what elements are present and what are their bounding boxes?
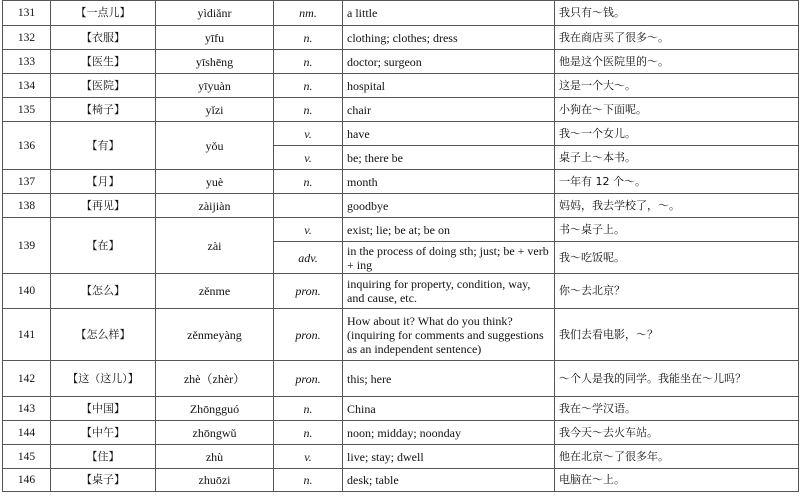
entry-meaning: goodbye [343, 194, 555, 218]
entry-meaning: doctor; surgeon [343, 50, 555, 74]
entry-word: 【一点儿】 [51, 1, 156, 26]
entry-word: 【月】 [51, 170, 156, 194]
entry-meaning: this; here [343, 361, 555, 397]
entry-pinyin: yīshēng [156, 50, 274, 74]
entry-pinyin: zàijiàn [156, 194, 274, 218]
entry-word: 【怎么】 [51, 274, 156, 309]
entry-part-of-speech: pron. [274, 361, 343, 397]
table-row [3, 1, 799, 26]
entry-word: 【医院】 [51, 74, 156, 98]
entry-number: 131 [3, 1, 51, 26]
entry-word: 【椅子】 [51, 98, 156, 122]
entry-pinyin: zěnme [156, 274, 274, 309]
table-row [3, 361, 799, 397]
entry-part-of-speech: n. [274, 98, 343, 122]
entry-part-of-speech: n. [274, 170, 343, 194]
entry-example: 我们去看电影，～？ [555, 309, 799, 361]
entry-meaning: month [343, 170, 555, 194]
entry-example: 我今天～去火车站。 [555, 421, 799, 445]
entry-number: 144 [3, 421, 51, 445]
entry-number: 132 [3, 26, 51, 50]
entry-number: 138 [3, 194, 51, 218]
entry-part-of-speech: n. [274, 469, 343, 492]
entry-number: 139 [3, 218, 51, 274]
table-row [3, 98, 799, 122]
entry-meaning: have [343, 122, 555, 146]
entry-meaning: a little [343, 1, 555, 26]
table-row [3, 194, 799, 218]
entry-meaning: noon; midday; noonday [343, 421, 555, 445]
entry-example: 妈妈，我去学校了，～。 [555, 194, 799, 218]
entry-word: 【再见】 [51, 194, 156, 218]
entry-meaning: hospital [343, 74, 555, 98]
entry-meaning: desk; table [343, 469, 555, 492]
entry-pinyin: yǐzi [156, 98, 274, 122]
entry-word: 【有】 [51, 122, 156, 170]
entry-example: ～个人是我的同学。我能坐在～儿吗？ [555, 361, 799, 397]
entry-word: 【医生】 [51, 50, 156, 74]
entry-number: 145 [3, 445, 51, 469]
entry-number: 143 [3, 397, 51, 421]
entry-pinyin: zěnmeyàng [156, 309, 274, 361]
table-row [3, 445, 799, 469]
entry-part-of-speech: n. [274, 74, 343, 98]
entry-number: 133 [3, 50, 51, 74]
entry-pinyin: yīfu [156, 26, 274, 50]
entry-meaning: inquiring for property, condition, way, and cause, etc. [343, 274, 555, 309]
entry-meaning: live; stay; dwell [343, 445, 555, 469]
table-row [3, 274, 799, 309]
entry-meaning: China [343, 397, 555, 421]
entry-part-of-speech: pron. [274, 274, 343, 309]
entry-part-of-speech: pron. [274, 309, 343, 361]
entry-example: 我只有～钱。 [555, 1, 799, 26]
entry-word: 【这（这儿）】 [51, 361, 156, 397]
entry-part-of-speech: n. [274, 421, 343, 445]
entry-example: 我在～学汉语。 [555, 397, 799, 421]
entry-word: 【中午】 [51, 421, 156, 445]
entry-pinyin: zhè（zhèr） [156, 361, 274, 397]
entry-example: 这是一个大～。 [555, 74, 799, 98]
entry-word: 【怎么样】 [51, 309, 156, 361]
entry-pinyin: Zhōngguó [156, 397, 274, 421]
entry-example: 小狗在～下面呢。 [555, 98, 799, 122]
entry-number: 141 [3, 309, 51, 361]
entry-example: 一年有 12 个～。 [555, 170, 799, 194]
table-row [3, 170, 799, 194]
table-row [3, 74, 799, 98]
table-row [3, 218, 799, 242]
table-row [3, 421, 799, 445]
entry-meaning: clothing; clothes; dress [343, 26, 555, 50]
entry-part-of-speech: n. [274, 50, 343, 74]
entry-example: 电脑在～上。 [555, 469, 799, 492]
entry-example: 我～一个女儿。 [555, 122, 799, 146]
entry-pinyin: yǒu [156, 122, 274, 170]
entry-word: 【在】 [51, 218, 156, 274]
entry-number: 136 [3, 122, 51, 170]
entry-example: 你～去北京？ [555, 274, 799, 309]
entry-pinyin: zhuōzi [156, 469, 274, 492]
table-row [3, 469, 799, 492]
vocabulary-table-body [3, 1, 799, 492]
table-row [3, 397, 799, 421]
entry-number: 140 [3, 274, 51, 309]
entry-part-of-speech: v. [274, 218, 343, 242]
entry-pinyin: zhù [156, 445, 274, 469]
entry-word: 【衣服】 [51, 26, 156, 50]
entry-example: 他在北京～了很多年。 [555, 445, 799, 469]
entry-example: 他是这个医院里的～。 [555, 50, 799, 74]
entry-part-of-speech: nm. [274, 1, 343, 26]
vocabulary-table [2, 0, 799, 492]
entry-part-of-speech: n. [274, 26, 343, 50]
entry-meaning: in the process of doing sth; just; be + verb + ing [343, 242, 555, 274]
entry-part-of-speech [274, 194, 343, 218]
entry-pinyin: yìdiǎnr [156, 1, 274, 26]
entry-meaning: chair [343, 98, 555, 122]
entry-meaning: How about it? What do you think? (inquiring for comments and suggestions as an independent sentence) [343, 309, 555, 361]
entry-word: 【中国】 [51, 397, 156, 421]
table-row [3, 309, 799, 361]
entry-word: 【桌子】 [51, 469, 156, 492]
entry-number: 135 [3, 98, 51, 122]
entry-part-of-speech: v. [274, 122, 343, 146]
table-row [3, 122, 799, 146]
entry-meaning: exist; lie; be at; be on [343, 218, 555, 242]
entry-number: 134 [3, 74, 51, 98]
entry-pinyin: yīyuàn [156, 74, 274, 98]
entry-part-of-speech: v. [274, 445, 343, 469]
entry-word: 【住】 [51, 445, 156, 469]
entry-meaning: be; there be [343, 146, 555, 170]
table-row [3, 26, 799, 50]
entry-example: 书～桌子上。 [555, 218, 799, 242]
entry-pinyin: yuè [156, 170, 274, 194]
entry-pinyin: zhōngwǔ [156, 421, 274, 445]
entry-example: 我在商店买了很多～。 [555, 26, 799, 50]
table-row [3, 50, 799, 74]
entry-example: 桌子上～本书。 [555, 146, 799, 170]
entry-number: 142 [3, 361, 51, 397]
entry-example: 我～吃饭呢。 [555, 242, 799, 274]
entry-number: 146 [3, 469, 51, 492]
entry-number: 137 [3, 170, 51, 194]
entry-part-of-speech: adv. [274, 242, 343, 274]
entry-part-of-speech: n. [274, 397, 343, 421]
entry-pinyin: zài [156, 218, 274, 274]
entry-part-of-speech: v. [274, 146, 343, 170]
